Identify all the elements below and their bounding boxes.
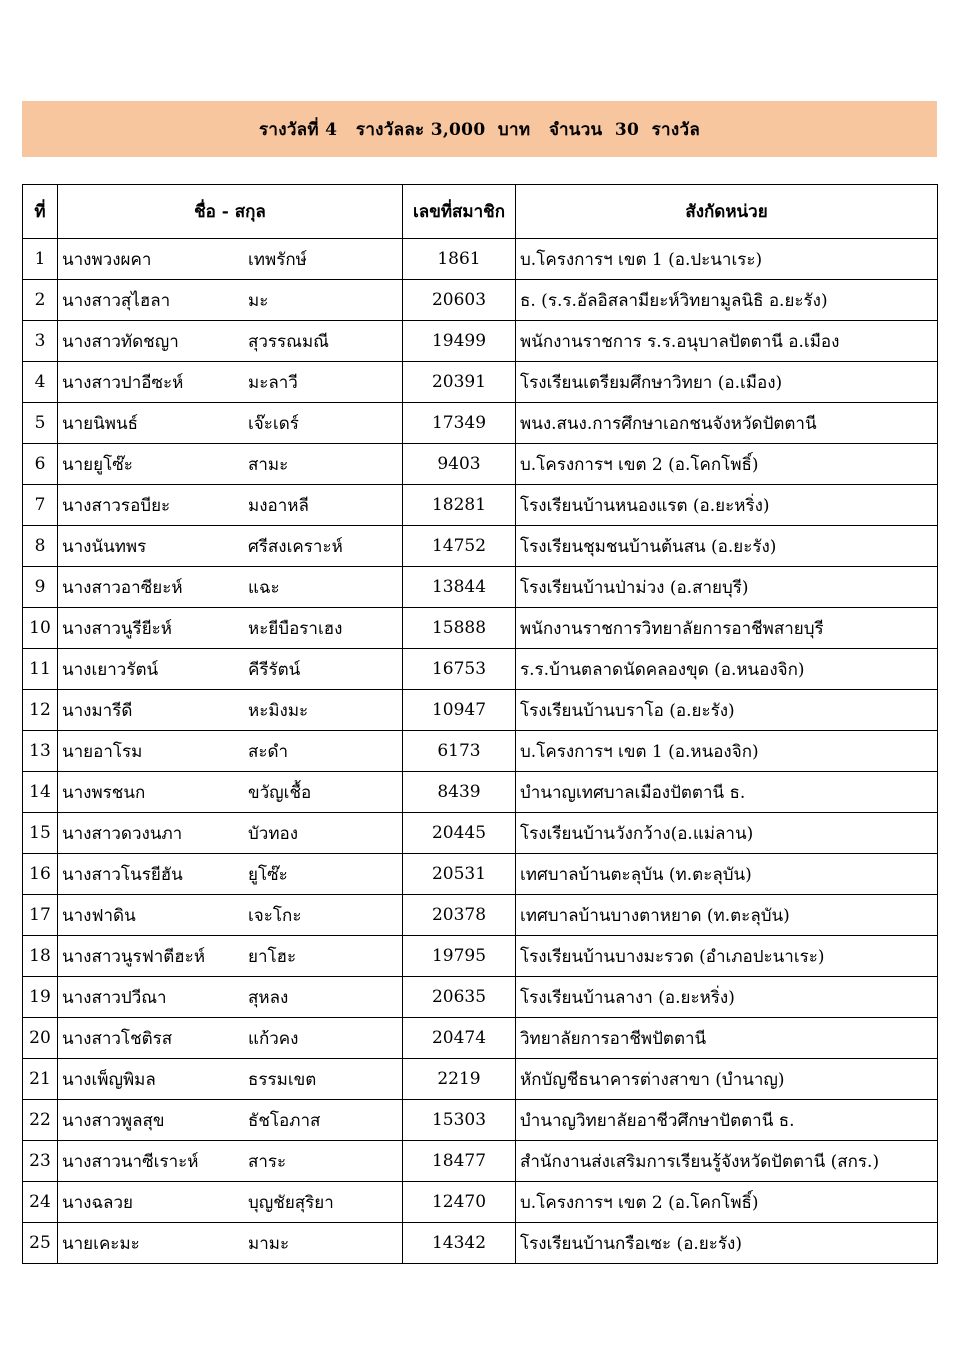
table-row <box>23 936 938 977</box>
row-name <box>58 239 403 280</box>
row-member-id: 1861 <box>403 239 516 280</box>
row-number: 21 <box>23 1059 58 1100</box>
row-number: 4 <box>23 362 58 403</box>
row-last-name: สามะ <box>248 454 289 475</box>
row-last-name: สุหลง <box>248 987 289 1008</box>
row-last-name: บัวทอง <box>248 823 299 844</box>
row-member-id: 8439 <box>403 772 516 813</box>
row-last-name: ศรีสงเคราะห์ <box>248 536 343 557</box>
row-unit: โรงเรียนบ้านลางา (อ.ยะหริ่ง) <box>516 977 938 1018</box>
row-first-name: นางเพ็ญพิมล <box>62 1069 156 1090</box>
row-name <box>58 854 403 895</box>
row-unit: เทศบาลบ้านบางตาหยาด (ท.ตะลุบัน) <box>516 895 938 936</box>
row-unit: โรงเรียนบ้านวังกว้าง(อ.แม่ลาน) <box>516 813 938 854</box>
row-number: 20 <box>23 1018 58 1059</box>
row-first-name: นางมารีดี <box>62 700 133 721</box>
row-name <box>58 280 403 321</box>
row-number: 10 <box>23 608 58 649</box>
row-member-id: 18281 <box>403 485 516 526</box>
row-name <box>58 649 403 690</box>
row-first-name: นางสาวนูรฟาตีฮะห์ <box>62 946 206 967</box>
row-unit: ธ. (ร.ร.อัลอิสลามียะห์วิทยามูลนิธิ อ.ยะรัง) <box>516 280 938 321</box>
row-first-name: นายเคะมะ <box>62 1233 140 1254</box>
row-last-name: ขวัญเชื้อ <box>248 782 312 803</box>
row-first-name: นางฉลวย <box>62 1192 133 1213</box>
row-name <box>58 1100 403 1141</box>
row-name <box>58 444 403 485</box>
row-last-name: สาระ <box>248 1151 287 1172</box>
row-unit: พนักงานราชการวิทยาลัยการอาชีพสายบุรี <box>516 608 938 649</box>
row-member-id: 2219 <box>403 1059 516 1100</box>
row-member-id: 20531 <box>403 854 516 895</box>
row-number: 23 <box>23 1141 58 1182</box>
row-unit: สำนักงานส่งเสริมการเรียนรู้จังหวัดปัตตานี (สกร.) <box>516 1141 938 1182</box>
row-unit: บ.โครงการฯ เขต 1 (อ.ปะนาเระ) <box>516 239 938 280</box>
row-number: 16 <box>23 854 58 895</box>
row-unit: บ.โครงการฯ เขต 2 (อ.โคกโพธิ์) <box>516 1182 938 1223</box>
row-unit: โรงเรียนบ้านหนองแรต (อ.ยะหริ่ง) <box>516 485 938 526</box>
row-last-name: เจะโกะ <box>248 905 302 926</box>
row-last-name: สุวรรณมณี <box>248 331 329 352</box>
row-number: 9 <box>23 567 58 608</box>
table-row <box>23 1223 938 1264</box>
row-member-id: 15303 <box>403 1100 516 1141</box>
table-row <box>23 690 938 731</box>
row-member-id: 14752 <box>403 526 516 567</box>
row-first-name: นางพรชนก <box>62 782 146 803</box>
row-last-name: สะดำ <box>248 741 289 762</box>
row-first-name: นางสาวนาซีเราะห์ <box>62 1151 199 1172</box>
row-first-name: นางพวงผคา <box>62 249 152 270</box>
award-banner-title: รางวัลที่ 4 รางวัลละ 3,000 บาท จำนวน 30 รางวัล <box>258 119 701 140</box>
row-member-id: 19499 <box>403 321 516 362</box>
row-number: 14 <box>23 772 58 813</box>
row-last-name: แฉะ <box>248 577 280 598</box>
row-name <box>58 567 403 608</box>
row-unit: โรงเรียนบ้านป่าม่วง (อ.สายบุรี) <box>516 567 938 608</box>
row-number: 17 <box>23 895 58 936</box>
row-first-name: นางสาวดวงนภา <box>62 823 183 844</box>
row-name <box>58 936 403 977</box>
row-name <box>58 1018 403 1059</box>
row-last-name: เทพรักษ์ <box>248 249 307 270</box>
row-member-id: 12470 <box>403 1182 516 1223</box>
row-number: 11 <box>23 649 58 690</box>
row-member-id: 20603 <box>403 280 516 321</box>
row-first-name: นางเยาวรัตน์ <box>62 659 159 680</box>
table-row <box>23 813 938 854</box>
table-row <box>23 1141 938 1182</box>
row-number: 24 <box>23 1182 58 1223</box>
row-first-name: นายอาโรม <box>62 741 143 762</box>
row-name <box>58 485 403 526</box>
table-row <box>23 772 938 813</box>
row-name <box>58 1182 403 1223</box>
row-member-id: 6173 <box>403 731 516 772</box>
table-row <box>23 321 938 362</box>
row-number: 12 <box>23 690 58 731</box>
table-row <box>23 649 938 690</box>
row-unit: โรงเรียนเตรียมศึกษาวิทยา (อ.เมือง) <box>516 362 938 403</box>
header-no: ที่ <box>23 185 58 239</box>
row-unit: บำนาญวิทยาลัยอาชีวศึกษาปัตตานี ธ. <box>516 1100 938 1141</box>
row-last-name: ยูโซ๊ะ <box>248 864 288 885</box>
table-row <box>23 731 938 772</box>
row-number: 18 <box>23 936 58 977</box>
row-first-name: นางสาวสุไฮลา <box>62 290 171 311</box>
row-first-name: นางนันทพร <box>62 536 147 557</box>
row-name <box>58 731 403 772</box>
row-first-name: นางสาวนูรียีะห์ <box>62 618 172 639</box>
row-unit: บ.โครงการฯ เขต 1 (อ.หนองจิก) <box>516 731 938 772</box>
row-unit: บ.โครงการฯ เขต 2 (อ.โคกโพธิ์) <box>516 444 938 485</box>
award-banner <box>22 101 937 157</box>
row-member-id: 15888 <box>403 608 516 649</box>
row-last-name: บุญชัยสุริยา <box>248 1192 334 1213</box>
table-header-row <box>23 185 938 239</box>
row-member-id: 20474 <box>403 1018 516 1059</box>
table-row <box>23 362 938 403</box>
table-row <box>23 1059 938 1100</box>
row-member-id: 20391 <box>403 362 516 403</box>
row-first-name: นางสาวโชติรส <box>62 1028 173 1049</box>
row-first-name: นางฟาดิน <box>62 905 136 926</box>
row-member-id: 14342 <box>403 1223 516 1264</box>
row-number: 3 <box>23 321 58 362</box>
row-member-id: 18477 <box>403 1141 516 1182</box>
row-name <box>58 977 403 1018</box>
row-member-id: 17349 <box>403 403 516 444</box>
row-member-id: 16753 <box>403 649 516 690</box>
row-unit: โรงเรียนบ้านบราโอ (อ.ยะรัง) <box>516 690 938 731</box>
row-last-name: มงอาหลี <box>248 495 309 516</box>
award-winners-table <box>22 184 938 1264</box>
row-first-name: นายยูโซ๊ะ <box>62 454 133 475</box>
row-number: 5 <box>23 403 58 444</box>
row-first-name: นางสาวทัดชญา <box>62 331 179 352</box>
row-member-id: 10947 <box>403 690 516 731</box>
header-member-id: เลขที่สมาชิก <box>403 185 516 239</box>
row-number: 1 <box>23 239 58 280</box>
row-name <box>58 813 403 854</box>
row-name <box>58 895 403 936</box>
row-number: 7 <box>23 485 58 526</box>
table-row <box>23 608 938 649</box>
row-name <box>58 1059 403 1100</box>
row-number: 22 <box>23 1100 58 1141</box>
row-name <box>58 321 403 362</box>
row-number: 2 <box>23 280 58 321</box>
table-row <box>23 444 938 485</box>
row-unit: โรงเรียนบ้านกรือเซะ (อ.ยะรัง) <box>516 1223 938 1264</box>
table-row <box>23 567 938 608</box>
row-last-name: แก้วคง <box>248 1028 299 1049</box>
row-number: 8 <box>23 526 58 567</box>
row-member-id: 20635 <box>403 977 516 1018</box>
table-row <box>23 1100 938 1141</box>
header-name: ชื่อ - สกุล <box>58 185 403 239</box>
row-number: 19 <box>23 977 58 1018</box>
row-last-name: ยาโฮะ <box>248 946 297 967</box>
table-row <box>23 895 938 936</box>
row-unit: บำนาญเทศบาลเมืองปัตตานี ธ. <box>516 772 938 813</box>
header-unit: สังกัดหน่วย <box>516 185 938 239</box>
row-first-name: นางสาวปาอีซะห์ <box>62 372 184 393</box>
row-unit: ร.ร.บ้านตลาดนัดคลองขุด (อ.หนองจิก) <box>516 649 938 690</box>
row-member-id: 19795 <box>403 936 516 977</box>
row-name <box>58 608 403 649</box>
table-row <box>23 526 938 567</box>
row-last-name: หะมิงมะ <box>248 700 309 721</box>
row-last-name: ธรรมเขต <box>248 1069 317 1090</box>
row-first-name: นางสาวโนรยีฮัน <box>62 864 183 885</box>
row-unit: วิทยาลัยการอาชีพปัตตานี <box>516 1018 938 1059</box>
table-row <box>23 280 938 321</box>
table-row <box>23 485 938 526</box>
row-unit: โรงเรียนชุมชนบ้านต้นสน (อ.ยะรัง) <box>516 526 938 567</box>
row-name <box>58 1223 403 1264</box>
row-last-name: มะ <box>248 290 269 311</box>
row-unit: พนง.สนง.การศึกษาเอกชนจังหวัดปัตตานี <box>516 403 938 444</box>
row-number: 15 <box>23 813 58 854</box>
row-last-name: คีรีรัตน์ <box>248 659 301 680</box>
row-first-name: นางสาวปวีณา <box>62 987 167 1008</box>
row-member-id: 13844 <box>403 567 516 608</box>
row-name <box>58 403 403 444</box>
table-row <box>23 239 938 280</box>
row-name <box>58 772 403 813</box>
row-name <box>58 690 403 731</box>
row-last-name: ธัชโอภาส <box>248 1110 321 1131</box>
row-last-name: มะลาวี <box>248 372 298 393</box>
table-row <box>23 977 938 1018</box>
row-first-name: นางสาวอาซียะห์ <box>62 577 183 598</box>
row-member-id: 20378 <box>403 895 516 936</box>
row-member-id: 9403 <box>403 444 516 485</box>
row-first-name: นางสาวรอบียะ <box>62 495 171 516</box>
row-unit: เทศบาลบ้านตะลุบัน (ท.ตะลุบัน) <box>516 854 938 895</box>
row-number: 6 <box>23 444 58 485</box>
table-row <box>23 1018 938 1059</box>
row-last-name: หะยีบือราเฮง <box>248 618 343 639</box>
row-name <box>58 362 403 403</box>
row-first-name: นางสาวพูลสุข <box>62 1110 165 1131</box>
table-row <box>23 854 938 895</box>
row-number: 13 <box>23 731 58 772</box>
table-row <box>23 1182 938 1223</box>
row-unit: โรงเรียนบ้านบางมะรวด (อำเภอปะนาเระ) <box>516 936 938 977</box>
row-unit: พนักงานราชการ ร.ร.อนุบาลปัตตานี อ.เมือง <box>516 321 938 362</box>
row-member-id: 20445 <box>403 813 516 854</box>
row-name <box>58 526 403 567</box>
row-last-name: เจ๊ะเดร์ <box>248 413 299 434</box>
row-unit: หักบัญชีธนาคารต่างสาขา (บำนาญ) <box>516 1059 938 1100</box>
row-number: 25 <box>23 1223 58 1264</box>
row-last-name: มามะ <box>248 1233 290 1254</box>
row-name <box>58 1141 403 1182</box>
table-row <box>23 403 938 444</box>
row-first-name: นายนิพนธ์ <box>62 413 138 434</box>
